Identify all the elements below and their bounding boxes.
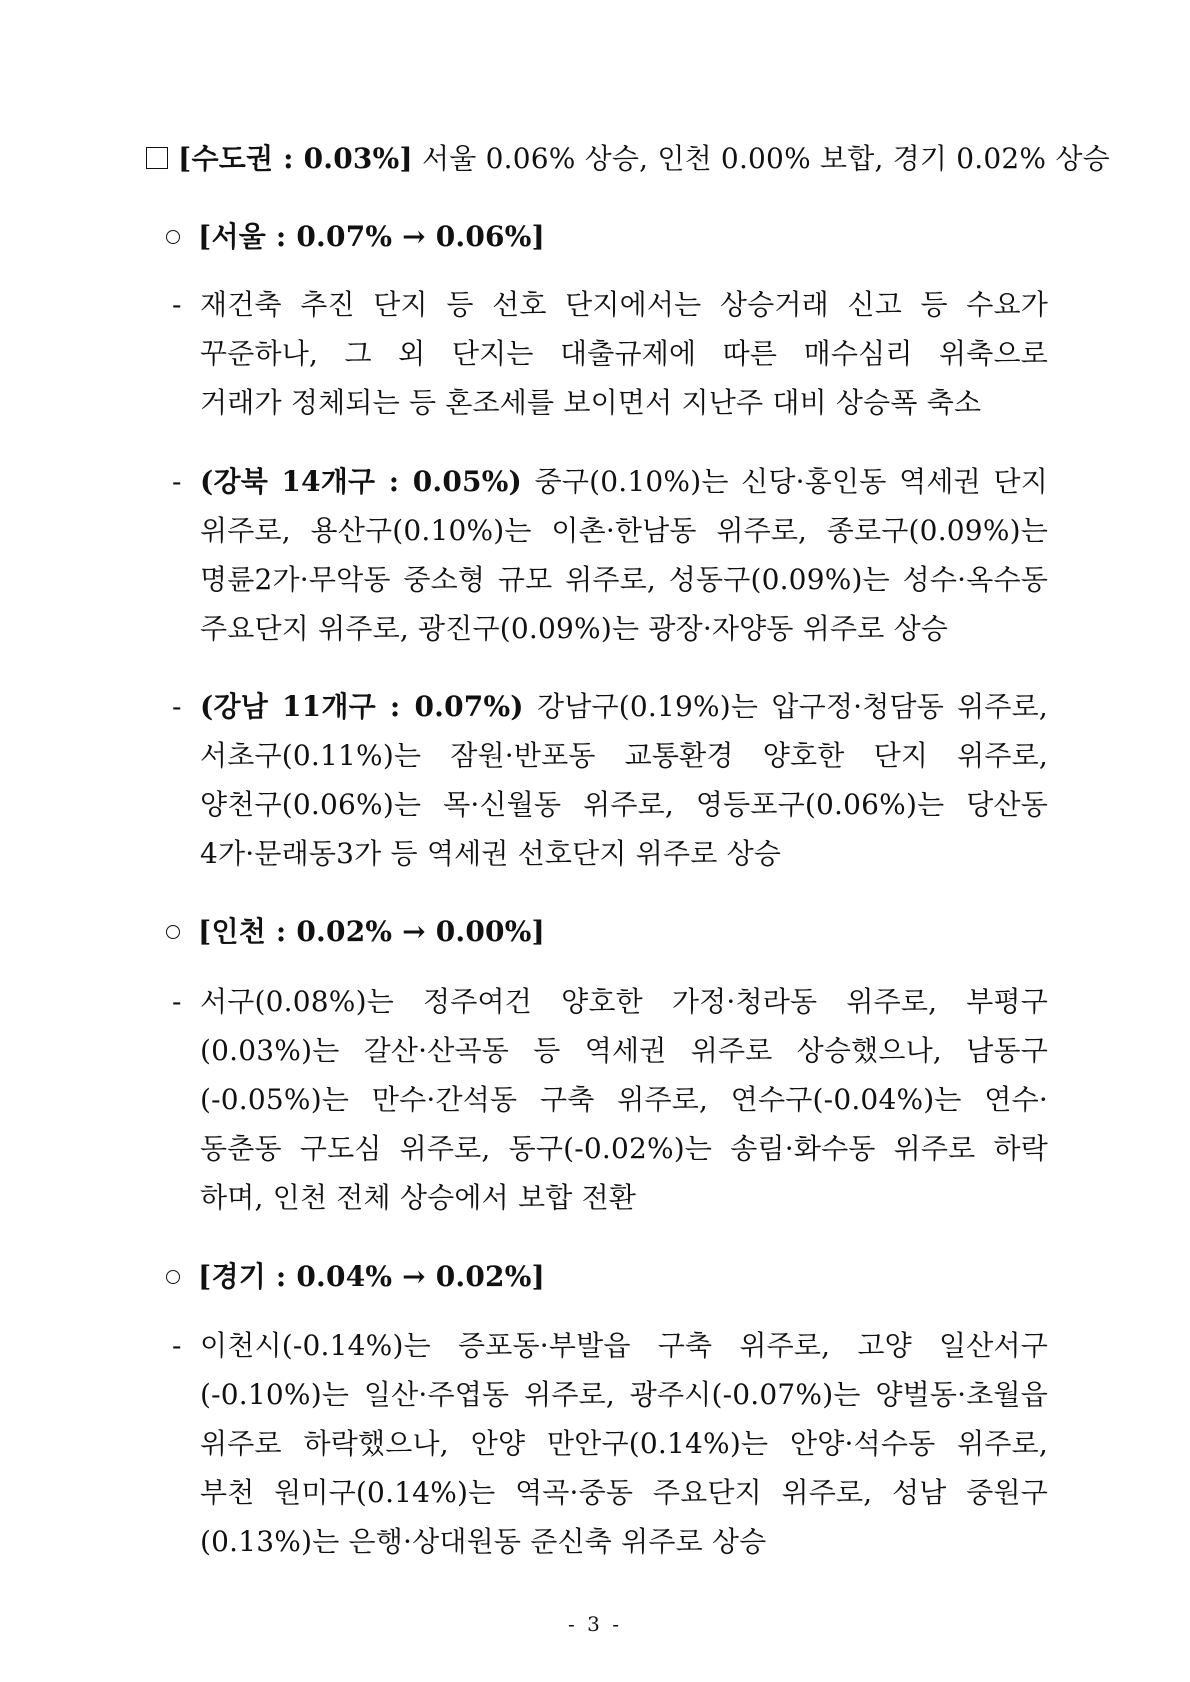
incheon-line: (-0.05%)는 만수·간석동 구축 위주로, 연수구(-0.04%)는 연수·: [200, 1083, 1048, 1116]
circle-bullet-icon: [166, 230, 180, 244]
page-number: - 3 -: [568, 1612, 622, 1636]
seoul-para-line: 재건축 추진 단지 등 선호 단지에서는 상승거래 신고 등 수요가: [200, 288, 1048, 321]
dash-bullet: -: [172, 1329, 182, 1362]
gangbuk-line: 위주로, 용산구(0.10%)는 이촌·한남동 위주로, 종로구(0.09%)는: [200, 514, 1048, 547]
gangnam-line: 서초구(0.11%)는 잠원·반포동 교통환경 양호한 단지 위주로,: [200, 739, 1048, 772]
gangnam-label: (강남 11개구 : 0.07%): [200, 690, 524, 723]
incheon-heading-text: [인천 : 0.02% → 0.00%]: [198, 915, 545, 948]
gyeonggi-line: 부천 원미구(0.14%)는 역곡·중동 주요단지 위주로, 성남 중원구: [200, 1476, 1048, 1509]
dash-bullet: -: [172, 985, 182, 1018]
gangbuk-line: 명륜2가·무악동 중소형 규모 위주로, 성동구(0.09%)는 성수·옥수동: [200, 563, 1048, 596]
gangnam-line: 양천구(0.06%)는 목·신월동 위주로, 영등포구(0.06%)는 당산동: [200, 788, 1048, 821]
gangbuk-line: 주요단지 위주로, 광진구(0.09%)는 광장·자양동 위주로 상승: [200, 612, 949, 645]
section-header: [146, 140, 1110, 178]
section-title: [수도권 : 0.03%]: [178, 142, 413, 175]
incheon-line: 서구(0.08%)는 정주여건 양호한 가정·청라동 위주로, 부평구: [200, 985, 1048, 1018]
gangnam-line: 4가·문래동3가 등 역세권 선호단지 위주로 상승: [200, 837, 782, 870]
dash-bullet: -: [172, 465, 182, 498]
gangbuk-text: 중구(0.10%)는 신당·홍인동 역세권 단지: [534, 465, 1049, 498]
incheon-line: 하며, 인천 전체 상승에서 보합 전환: [200, 1181, 637, 1214]
gyeonggi-heading: [166, 1258, 545, 1296]
seoul-heading: [166, 218, 545, 256]
gyeonggi-line: 위주로 하락했으나, 안양 만안구(0.14%)는 안양·석수동 위주로,: [200, 1427, 1048, 1460]
gangbuk-label: (강북 14개구 : 0.05%): [200, 465, 522, 498]
gyeonggi-line: (0.13%)는 은행·상대원동 준신축 위주로 상승: [200, 1525, 767, 1558]
section-summary: 서울 0.06% 상승, 인천 0.00% 보합, 경기 0.02% 상승: [421, 142, 1110, 175]
dash-bullet: -: [172, 288, 182, 321]
incheon-line: 동춘동 구도심 위주로, 동구(-0.02%)는 송림·화수동 위주로 하락: [200, 1132, 1048, 1165]
incheon-heading: [166, 913, 545, 951]
seoul-para-line: 거래가 정체되는 등 혼조세를 보이면서 지난주 대비 상승폭 축소: [200, 386, 982, 419]
seoul-heading-text: [서울 : 0.07% → 0.06%]: [198, 220, 545, 253]
dash-bullet: -: [172, 690, 182, 723]
checkbox-square-icon: [146, 147, 168, 169]
gyeonggi-line: 이천시(-0.14%)는 증포동·부발읍 구축 위주로, 고양 일산서구: [200, 1329, 1048, 1362]
circle-bullet-icon: [166, 1270, 180, 1284]
gangnam-line: [200, 688, 1048, 726]
gyeonggi-heading-text: [경기 : 0.04% → 0.02%]: [198, 1260, 545, 1293]
gyeonggi-line: (-0.10%)는 일산·주엽동 위주로, 광주시(-0.07%)는 양벌동·초월읍: [200, 1378, 1048, 1411]
gangnam-text: 강남구(0.19%)는 압구정·청담동 위주로,: [536, 690, 1049, 723]
circle-bullet-icon: [166, 925, 180, 939]
incheon-line: (0.03%)는 갈산·산곡동 등 역세권 위주로 상승했으나, 남동구: [200, 1034, 1048, 1067]
seoul-para-line: 꾸준하나, 그 외 단지는 대출규제에 따른 매수심리 위축으로: [200, 337, 1048, 370]
gangbuk-line: [200, 463, 1048, 501]
